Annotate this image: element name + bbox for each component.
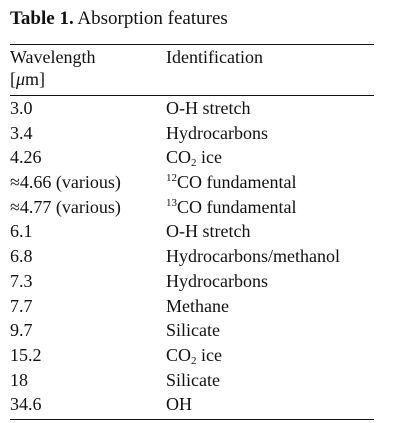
- wavelength-cell: 7.7: [10, 295, 33, 316]
- identification-cell: [166, 245, 340, 267]
- table-row: [10, 368, 374, 393]
- table-row: [10, 318, 374, 343]
- identification-text: Silicate: [166, 369, 220, 390]
- identification-cell: [166, 319, 220, 341]
- identification-cell: [166, 295, 229, 317]
- wavelength-cell: ≈4.66 (various): [10, 172, 121, 193]
- wavelength-cell: 6.8: [10, 246, 33, 267]
- table-body: [10, 96, 374, 417]
- identification-cell: [166, 196, 296, 218]
- identification-text: Hydrocarbons: [166, 122, 268, 143]
- identification-cell: [166, 171, 296, 193]
- table-row: [10, 244, 374, 269]
- identification-cell: [166, 146, 222, 168]
- header-wavelength: [10, 46, 160, 90]
- table-row: [10, 121, 374, 146]
- identification-cell: [166, 122, 268, 144]
- isotope-superscript: 12: [166, 172, 177, 185]
- identification-text-rest: CO fundamental: [177, 172, 297, 193]
- identification-text: Methane: [166, 295, 229, 316]
- header-wavelength-unit: [10, 68, 160, 90]
- wavelength-cell: 15.2: [10, 344, 42, 365]
- header-wavelength-label: Wavelength: [10, 47, 96, 67]
- table-row: [10, 392, 374, 417]
- wavelength-cell: 3.4: [10, 122, 33, 143]
- identification-cell: [166, 369, 220, 391]
- table-row: [10, 219, 374, 244]
- identification-cell: [166, 220, 250, 242]
- identification-text-rest: ice: [196, 147, 222, 168]
- identification-cell: [166, 344, 222, 366]
- wavelength-cell: 34.6: [10, 394, 42, 415]
- wavelength-cell: 9.7: [10, 320, 33, 341]
- unit-mu: μ: [16, 69, 26, 89]
- identification-text: Hydrocarbons: [166, 270, 268, 291]
- wavelength-cell: 18: [10, 369, 28, 390]
- table-header: [10, 45, 374, 93]
- identification-text: CO: [166, 147, 192, 168]
- table-row: [10, 96, 374, 121]
- identification-cell: [166, 97, 250, 119]
- identification-text: O-H stretch: [166, 221, 251, 242]
- table-row: [10, 195, 374, 220]
- wavelength-cell: 4.26: [10, 147, 42, 168]
- identification-text-rest: CO fundamental: [177, 196, 297, 217]
- isotope-superscript: 13: [166, 196, 177, 209]
- subscript: 2: [191, 157, 197, 170]
- table-row: [10, 170, 374, 195]
- caption-label: Table 1.: [10, 8, 74, 29]
- table-row: [10, 294, 374, 319]
- caption-text: Absorption features: [77, 8, 228, 29]
- subscript: 2: [191, 354, 197, 367]
- identification-text: OH: [166, 394, 192, 415]
- unit-rest: m]: [25, 69, 46, 89]
- identification-cell: [166, 270, 268, 292]
- identification-text: CO: [166, 344, 192, 365]
- identification-text-rest: ice: [196, 344, 222, 365]
- wavelength-cell: 6.1: [10, 221, 33, 242]
- table-row: [10, 343, 374, 368]
- table-row: [10, 269, 374, 294]
- bottom-rule: [10, 419, 374, 420]
- table-caption: [10, 8, 374, 34]
- wavelength-cell: ≈4.77 (various): [10, 196, 121, 217]
- identification-cell: [166, 393, 192, 415]
- identification-text: O-H stretch: [166, 98, 251, 118]
- absorption-table: [10, 8, 374, 420]
- wavelength-cell: 7.3: [10, 270, 33, 291]
- unit-open-bracket: [: [10, 69, 16, 89]
- identification-text: Hydrocarbons/methanol: [166, 246, 340, 267]
- identification-text: Silicate: [166, 320, 220, 341]
- table-row: [10, 145, 374, 170]
- header-identification: Identification: [166, 47, 263, 67]
- wavelength-cell: 3.0: [10, 98, 33, 118]
